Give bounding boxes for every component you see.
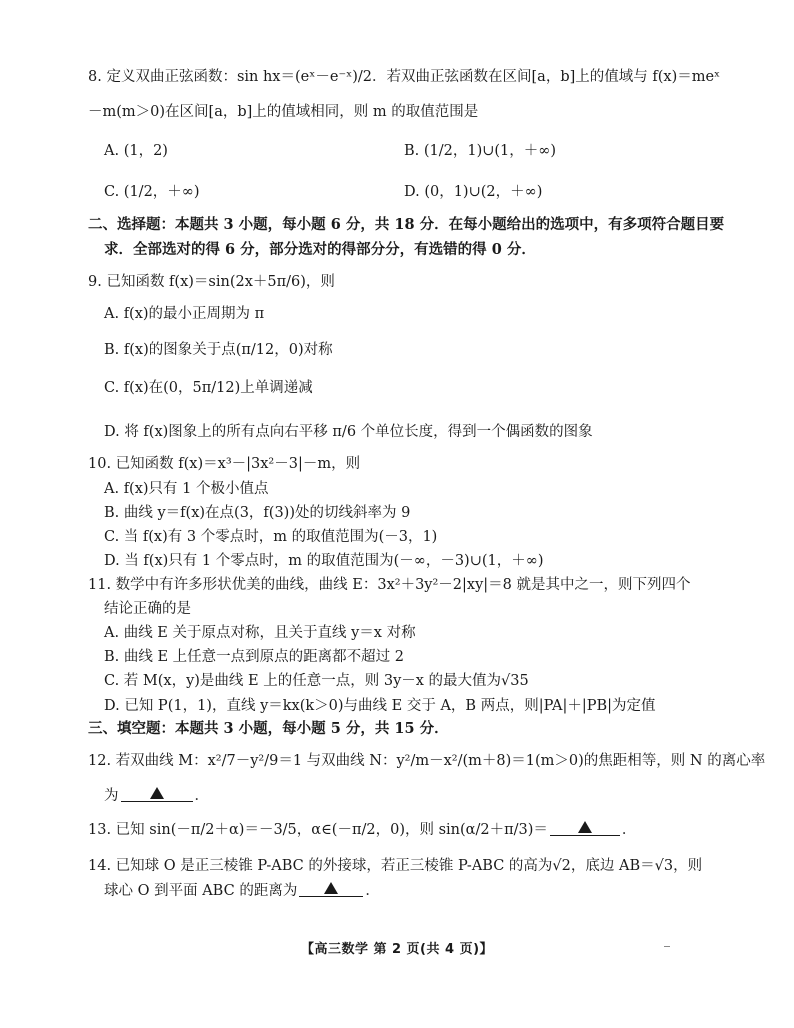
q12-line2-suffix: ． xyxy=(194,788,209,804)
q14-answer-blank xyxy=(299,881,363,897)
q12-answer-blank xyxy=(121,786,193,802)
q8-option-a: A. (1，2) xyxy=(104,143,168,159)
q14-line2-suffix: ． xyxy=(365,883,380,899)
section2-header-line2: 求．全部选对的得 6 分，部分选对的得部分分，有选错的得 0 分． xyxy=(104,241,536,258)
q11-option-d: D. 已知 P(1，1)，直线 y＝kx(k＞0)与曲线 E 交于 A，B 两点，则|PA|＋|PB|为定值 xyxy=(104,698,656,714)
q9-stem: 9. 已知函数 f(x)＝sin(2x＋5π/6)，则 xyxy=(88,274,335,290)
q8-stem-line2: －m(m＞0)在区间[a，b]上的值域相同，则 m 的取值范围是 xyxy=(88,104,479,120)
q14-line1: 14. 已知球 O 是正三棱锥 P-ABC 的外接球，若正三棱锥 P-ABC 的高为√2，底边 AB＝√3，则 xyxy=(88,858,703,874)
q12-line1: 12. 若双曲线 M：x²/7－y²/9＝1 与双曲线 N：y²/m－x²/(m＋8)＝1(m＞0)的焦距相等，则 N 的离心率 xyxy=(88,753,766,769)
q14-line2 xyxy=(104,881,794,901)
section2-header-line1: 二、选择题：本题共 3 小题，每小题 6 分，共 18 分．在每小题给出的选项中，有多项符合题目要 xyxy=(88,216,725,233)
triangle-marker-icon xyxy=(578,821,592,833)
q9-option-b: B. f(x)的图象关于点(π/12，0)对称 xyxy=(104,342,333,358)
q9-option-c: C. f(x)在(0，5π/12)上单调递减 xyxy=(104,380,313,396)
q13-line xyxy=(88,820,794,840)
q14-line2-prefix: 球心 O 到平面 ABC 的距离为 xyxy=(104,883,298,899)
q8-option-b: B. (1/2，1)∪(1，＋∞) xyxy=(404,143,557,159)
q11-stem-line2: 结论正确的是 xyxy=(104,601,191,617)
q11-stem-line1: 11. 数学中有许多形状优美的曲线，曲线 E：3x²＋3y²－2|xy|＝8 就是其中之一，则下列四个 xyxy=(88,577,691,593)
section3-header: 三、填空题：本题共 3 小题，每小题 5 分，共 15 分． xyxy=(88,720,449,737)
q13-answer-blank xyxy=(550,820,620,836)
q9-option-a: A. f(x)的最小正周期为 π xyxy=(104,306,265,322)
triangle-marker-icon xyxy=(324,882,338,894)
q8-option-d: D. (0，1)∪(2，＋∞) xyxy=(404,184,543,200)
q10-option-b: B. 曲线 y＝f(x)在点(3，f(3))处的切线斜率为 9 xyxy=(104,505,411,521)
q13-suffix: ． xyxy=(621,822,637,838)
q10-option-c: C. 当 f(x)有 3 个零点时，m 的取值范围为(－3，1) xyxy=(104,529,438,545)
corner-mark xyxy=(664,946,670,947)
q10-stem: 10. 已知函数 f(x)＝x³－|3x²－3|－m，则 xyxy=(88,456,361,472)
q11-option-a: A. 曲线 E 关于原点对称，且关于直线 y＝x 对称 xyxy=(104,625,416,641)
q13-prefix: 13. 已知 sin(－π/2＋α)＝－3/5，α∈(－π/2，0)，则 sin(α/2＋π/3)＝ xyxy=(88,822,548,838)
q8-stem-line1: 8. 定义双曲正弦函数：sin hx＝(eˣ－e⁻ˣ)/2．若双曲正弦函数在区间[a，b]上的值域与 f(x)＝meˣ xyxy=(88,69,721,85)
q10-option-a: A. f(x)只有 1 个极小值点 xyxy=(104,481,269,497)
q11-option-b: B. 曲线 E 上任意一点到原点的距离都不超过 2 xyxy=(104,649,405,665)
q12-line2-prefix: 为 xyxy=(104,788,119,804)
q9-option-d: D. 将 f(x)图象上的所有点向右平移 π/6 个单位长度，得到一个偶函数的图象 xyxy=(104,424,593,440)
q10-option-d: D. 当 f(x)只有 1 个零点时，m 的取值范围为(－∞，－3)∪(1，＋∞) xyxy=(104,553,544,569)
q11-option-c: C. 若 M(x，y)是曲线 E 上的任意一点，则 3y－x 的最大值为√35 xyxy=(104,673,529,689)
triangle-marker-icon xyxy=(150,787,164,799)
q12-line2 xyxy=(104,786,794,806)
q8-option-c: C. (1/2，＋∞) xyxy=(104,184,200,200)
page-footer: 【高三数学 第 2 页(共 4 页)】 xyxy=(300,942,494,957)
